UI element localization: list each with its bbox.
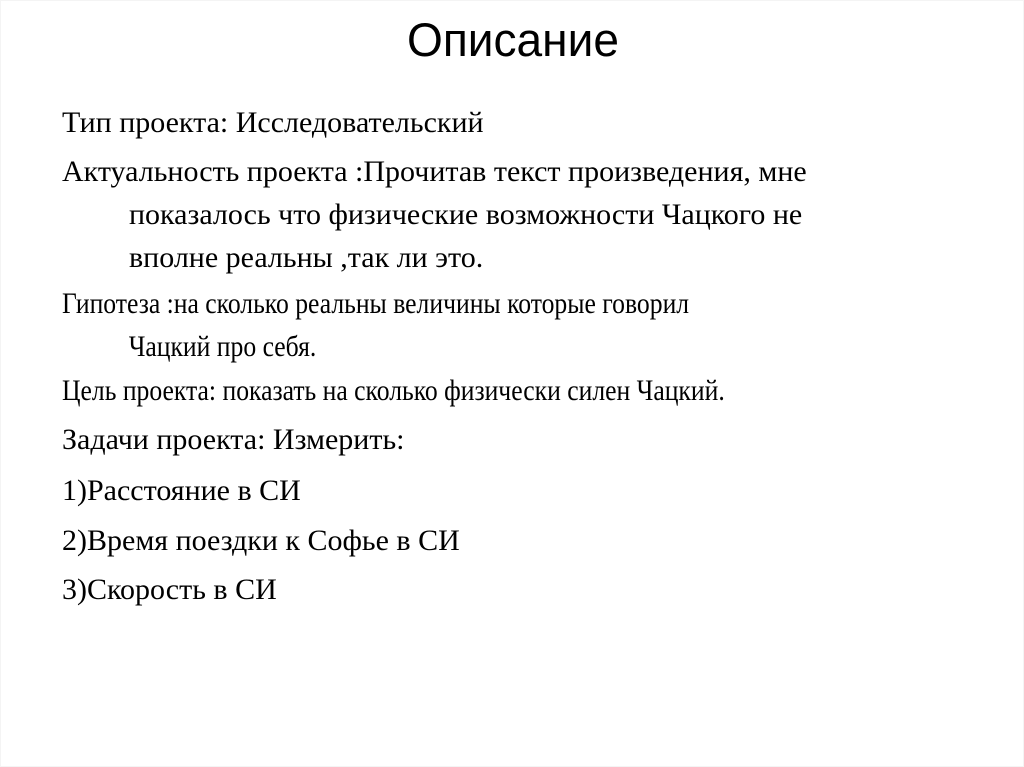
relevance-paragraph xyxy=(62,150,807,279)
project-type-paragraph xyxy=(62,101,484,144)
hypothesis-line-2: Чацкий про себя. xyxy=(128,330,317,363)
goal-text: Цель проекта: показать на сколько физически силен Чацкий. xyxy=(62,374,725,407)
tasks-text: Задачи проекта: Измерить: xyxy=(62,423,405,456)
task-item-3-text: 3)Скорость в СИ xyxy=(62,573,277,606)
task-item-2-text: 2)Время поездки к Софье в СИ xyxy=(62,524,460,557)
relevance-line-2: показалось что физические возможности Чацкого не xyxy=(129,198,803,231)
tasks-paragraph xyxy=(62,418,404,461)
task-item-1 xyxy=(62,469,301,512)
task-item-1-text: 1)Расстояние в СИ xyxy=(62,474,301,507)
relevance-line-3: вполне реальны ,так ли это. xyxy=(129,241,484,274)
relevance-line-1: Актуальность проекта :Прочитав текст произведения, мне xyxy=(62,155,807,188)
hypothesis-line-1: Гипотеза :на сколько реальны величины которые говорил xyxy=(62,287,690,320)
slide-title: Описание xyxy=(407,13,619,66)
project-type-text: Тип проекта: Исследовательский xyxy=(62,106,484,139)
task-item-2 xyxy=(62,519,460,562)
hypothesis-paragraph xyxy=(62,282,689,368)
goal-paragraph xyxy=(62,369,725,412)
task-item-3 xyxy=(62,568,277,611)
